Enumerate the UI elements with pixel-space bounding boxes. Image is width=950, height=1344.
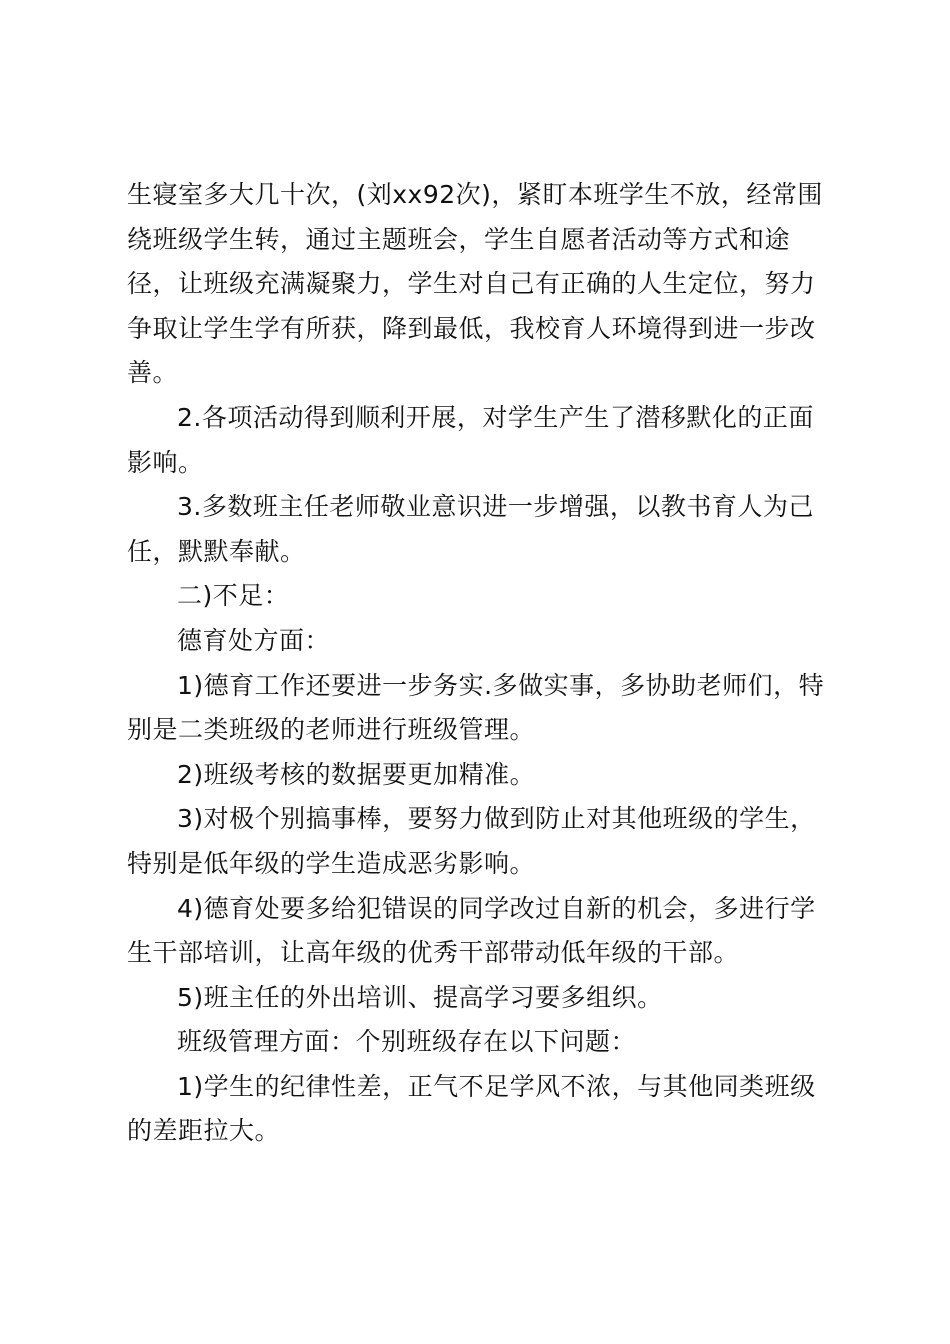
list-item-office-4: 4)德育处要多给犯错误的同学改过自新的机会，多进行学生干部培训，让高年级的优秀干部带动低年级的干部。 <box>127 893 816 968</box>
list-item-office-3: 3)对极个别搞事棒，要努力做到防止对其他班级的学生，特别是低年级的学生造成恶劣影响。 <box>127 804 816 878</box>
list-item-class-1: 1)学生的纪律性差，正气不足学风不浓，与其他同类班级的差距拉大。 <box>127 1071 816 1146</box>
subheading-class-management: 班级管理方面：个别班级存在以下问题： <box>177 1027 637 1057</box>
subheading-moral-education-office: 德育处方面： <box>177 625 331 655</box>
list-item-office-5: 5)班主任的外出培训、提高学习要多组织。 <box>177 982 663 1012</box>
list-item-office-1: 1)德育工作还要进一步务实.多做实事，多协助老师们，特别是二类班级的老师进行班级管理。 <box>127 670 825 745</box>
paragraph-continued-dorm-checks: 生寝室多大几十次，(刘xx92次)，紧盯本班学生不放，经常围绕班级学生转，通过主题班会，学生自愿者活动等方式和途径，让班级充满凝聚力，学生对自己有正确的人生定位，努力争取让学生学有所获，降到最低，我校育人环境得到进一步改善。 <box>127 180 823 388</box>
paragraph-teacher-dedication: 3.多数班主任老师敬业意识进一步增强，以教书育人为己任，默默奉献。 <box>127 492 814 566</box>
list-item-office-2: 2)班级考核的数据要更加精准。 <box>177 759 536 789</box>
document-body <box>127 173 839 1154</box>
section-heading-shortcomings: 二)不足： <box>177 581 290 611</box>
paragraph-activities-carried-out: 2.各项活动得到顺利开展，对学生产生了潜移默化的正面影响。 <box>127 402 814 477</box>
